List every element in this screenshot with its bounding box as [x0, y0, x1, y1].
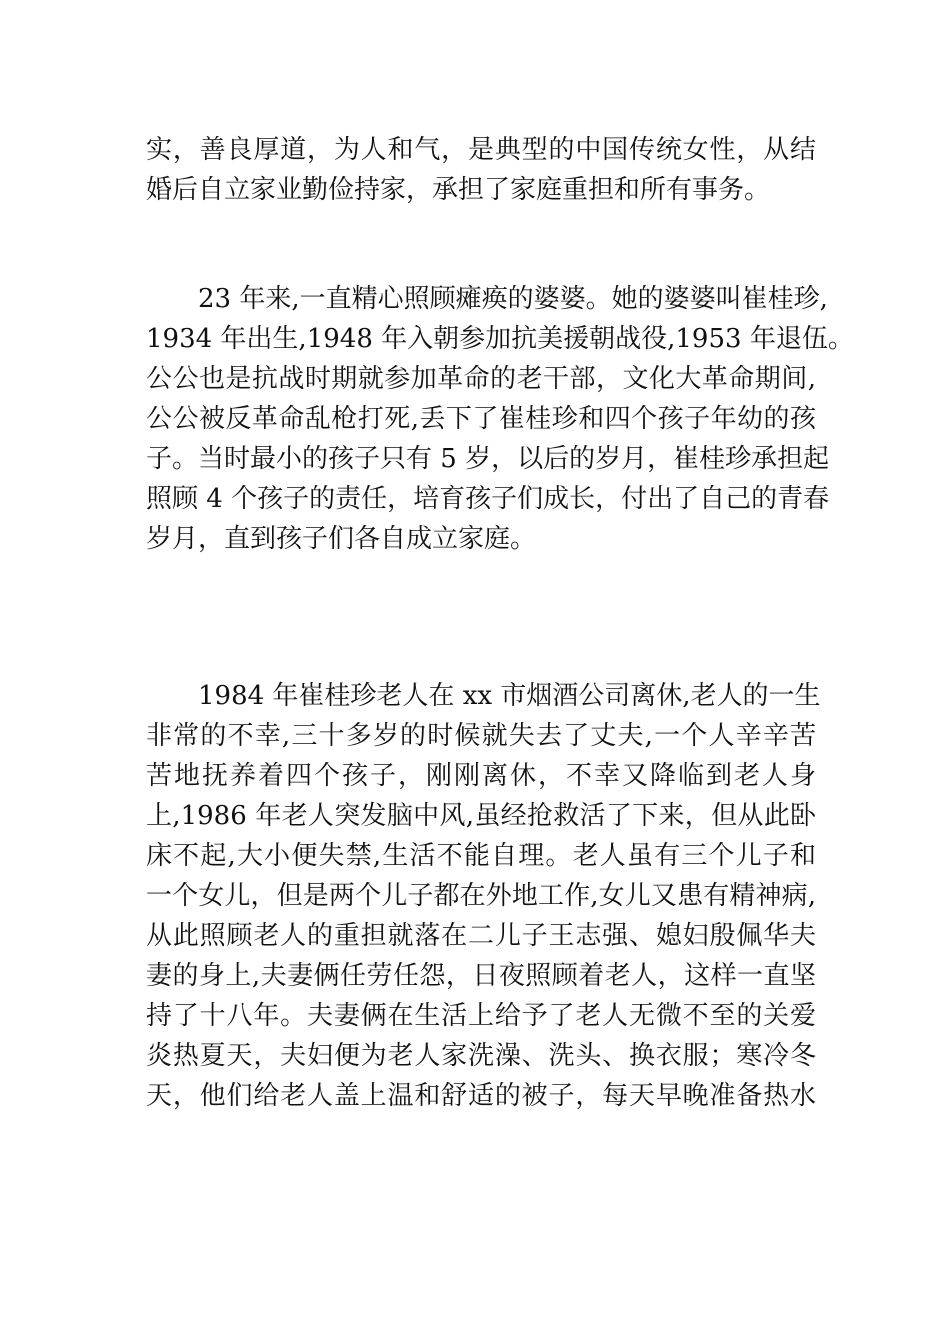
- paragraph-line: 妻的身上,夫妻俩任劳任怨，日夜照顾着老人，这样一直坚: [146, 961, 816, 991]
- paragraph-line: 1984 年崔桂珍老人在 xx 市烟酒公司离休,老人的一生: [146, 681, 821, 711]
- paragraph-line: 公公被反革命乱枪打死,丢下了崔桂珍和四个孩子年幼的孩: [146, 404, 816, 434]
- paragraph-line: 1934 年出生,1948 年入朝参加抗美援朝战役,1953 年退伍。: [146, 324, 854, 354]
- paragraph-line: 婚后自立家业勤俭持家，承担了家庭重担和所有事务。: [146, 175, 771, 205]
- paragraph-line: 子。当时最小的孩子只有 5 岁，以后的岁月，崔桂珍承担起: [146, 444, 830, 474]
- paragraph-line: 苦地抚养着四个孩子，刚刚离休，不幸又降临到老人身: [146, 761, 816, 791]
- paragraph-line: 从此照顾老人的重担就落在二儿子王志强、媳妇殷佩华夫: [146, 921, 816, 951]
- paragraph-line: 床不起,大小便失禁,生活不能自理。老人虽有三个儿子和: [146, 841, 816, 871]
- paragraph-line: 上,1986 年老人突发脑中风,虽经抢救活了下来，但从此卧: [146, 801, 816, 831]
- paragraph-line: 非常的不幸,三十多岁的时候就失去了丈夫,一个人辛辛苦: [146, 721, 816, 751]
- paragraph-2: [146, 279, 854, 559]
- paragraph-line: 23 年来,一直精心照顾瘫痪的婆婆。她的婆婆叫崔桂珍,: [146, 284, 828, 314]
- paragraph-line: 岁月，直到孩子们各自成立家庭。: [146, 524, 537, 554]
- paragraph-line: 实，善良厚道，为人和气，是典型的中国传统女性，从结: [146, 135, 816, 165]
- paragraph-line: 炎热夏天，夫妇便为老人家洗澡、洗头、换衣服；寒冷冬: [146, 1041, 816, 1071]
- paragraph-1: [146, 130, 816, 210]
- paragraph-3: [146, 676, 821, 1116]
- paragraph-line: 一个女儿，但是两个儿子都在外地工作,女儿又患有精神病,: [146, 881, 816, 911]
- paragraph-line: 持了十八年。夫妻俩在生活上给予了老人无微不至的关爱: [146, 1001, 816, 1031]
- paragraph-line: 照顾 4 个孩子的责任，培育孩子们成长，付出了自己的青春: [146, 484, 830, 514]
- paragraph-line: 天，他们给老人盖上温和舒适的被子，每天早晚准备热水: [146, 1081, 816, 1111]
- paragraph-line: 公公也是抗战时期就参加革命的老干部，文化大革命期间,: [146, 364, 816, 394]
